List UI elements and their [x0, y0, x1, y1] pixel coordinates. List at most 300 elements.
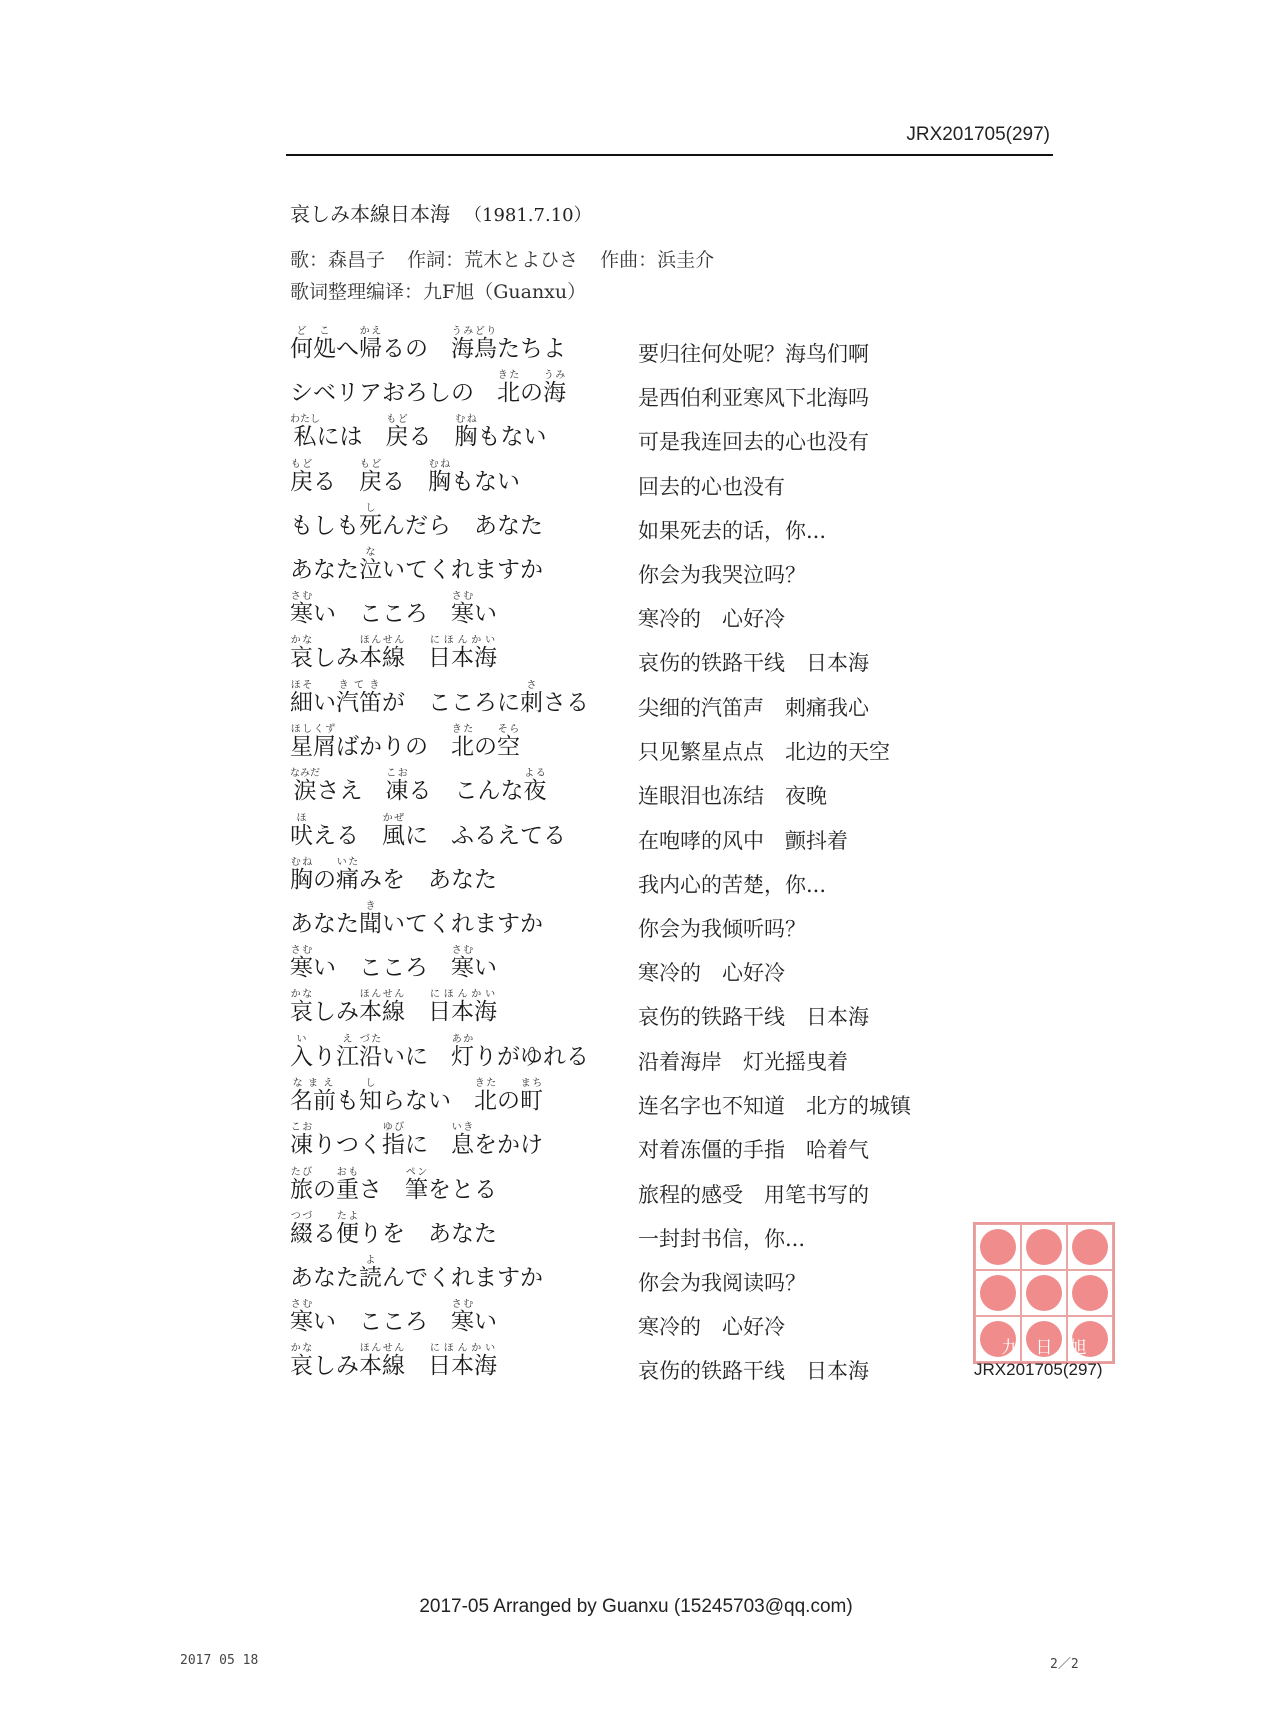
composer-label: 作曲：: [600, 249, 658, 271]
furigana: もど: [385, 414, 409, 426]
singer: 森昌子: [328, 249, 386, 271]
lyric-line: [290, 809, 990, 853]
japanese-lyric: [290, 1207, 497, 1246]
furigana: かな: [290, 989, 313, 1001]
chinese-translation: 哀伤的铁路干线 日本海: [638, 1359, 869, 1384]
singer-label: 歌：: [290, 249, 329, 271]
ruby-word: [520, 680, 543, 716]
furigana: ほんせん: [359, 635, 405, 647]
ruby-word: [290, 458, 313, 495]
kanji: 北: [497, 380, 520, 407]
kana-text: の: [474, 734, 497, 761]
chinese-translation: 只见繁星点点 北边的天空: [638, 740, 890, 765]
kanji: 日本海: [428, 645, 497, 672]
furigana: さ: [520, 680, 543, 691]
chinese-translation: 沿着海岸 灯光摇曳着: [638, 1050, 848, 1074]
furigana: こお: [385, 768, 409, 780]
kanji: 聞: [359, 910, 382, 937]
ruby-word: [359, 1078, 382, 1115]
japanese-lyric: [290, 1251, 543, 1290]
song-date: （1981.7.10）: [464, 205, 592, 226]
kanji: 風: [382, 822, 405, 849]
ruby-word: [290, 414, 320, 451]
furigana: な: [359, 546, 382, 558]
ruby-word: [359, 1254, 382, 1291]
footer-arranged: 2017-05 Arranged by Guanxu (15245703@qq.com): [419, 1596, 853, 1617]
ruby-word: [290, 812, 313, 849]
chinese-translation: 寒冷的 心好冷: [638, 961, 785, 986]
lyric-line: [290, 410, 990, 454]
furigana: わたし: [290, 414, 320, 426]
ruby-word: [359, 546, 382, 583]
kana-text: い: [313, 690, 336, 716]
kana-text: い: [474, 601, 497, 628]
page-date: 2017 05 18: [180, 1653, 259, 1668]
furigana: あか: [451, 1034, 474, 1045]
kanji: 本線: [359, 645, 405, 672]
page-number: 2／2: [1050, 1657, 1079, 1672]
lyric-line: [290, 1030, 990, 1074]
kanji: 筆: [405, 1176, 428, 1203]
furigana: さむ: [451, 1299, 474, 1311]
ruby-word: [385, 414, 409, 451]
kana-text: しみ: [313, 1353, 359, 1380]
kanji: 刺: [520, 690, 543, 716]
stanza-2: [290, 676, 990, 1030]
kana-text: をかけ: [474, 1132, 543, 1159]
furigana: づた: [359, 1034, 382, 1045]
ruby-word: [290, 1078, 336, 1115]
composer: 浜圭介: [657, 249, 715, 271]
ruby-word: [382, 1122, 405, 1159]
kanji: 死: [359, 512, 382, 539]
lyric-line: [290, 499, 990, 543]
japanese-lyric: [290, 455, 520, 494]
kanji: 吠: [290, 822, 313, 849]
furigana: ほそ: [290, 680, 313, 691]
kana-text: える: [313, 822, 382, 849]
ruby-word: [451, 326, 497, 362]
kanji: 哀: [290, 999, 313, 1026]
furigana: よ: [359, 1254, 382, 1266]
lyric-line: [290, 1339, 990, 1383]
chinese-translation: 你会为我倾听吗？: [638, 916, 806, 941]
japanese-lyric: [290, 1163, 497, 1202]
ruby-word: [451, 591, 474, 628]
kana-text: もない: [477, 424, 547, 451]
furigana: もど: [290, 458, 313, 470]
japanese-lyric: [290, 941, 497, 980]
kanji: 星屑: [290, 734, 336, 761]
ruby-word: [290, 326, 336, 362]
lyricist-label: 作詞：: [407, 249, 465, 271]
arranger: 九F旭（Guanxu）: [423, 281, 587, 303]
furigana: き: [359, 900, 382, 912]
furigana: さむ: [290, 945, 313, 957]
kanji: 寒: [451, 601, 474, 628]
document-code: JRX201705(297): [906, 124, 1050, 145]
furigana: さむ: [451, 591, 474, 603]
kanji: 寒: [451, 1309, 474, 1336]
lyric-line: [290, 322, 990, 366]
kanji: 旅: [290, 1176, 313, 1203]
kana-text: あなた: [290, 910, 359, 937]
furigana: ほしくず: [290, 724, 336, 736]
kanji: 息: [451, 1132, 474, 1159]
ruby-word: [336, 856, 359, 893]
lyric-line: [290, 543, 990, 587]
kana-text: る こんな: [408, 778, 524, 805]
japanese-lyric: [290, 631, 497, 670]
kana-text: い こころ: [313, 955, 451, 982]
kana-text: をとる: [428, 1176, 497, 1203]
japanese-lyric: [290, 322, 566, 361]
ruby-word: [451, 1299, 474, 1336]
lyric-line: [290, 853, 990, 897]
furigana: かぜ: [382, 812, 405, 824]
kana-text: りがゆれる: [474, 1044, 589, 1070]
kanji: 本線: [359, 1353, 405, 1380]
ruby-word: [359, 1034, 382, 1070]
furigana: さむ: [290, 1299, 313, 1311]
japanese-lyric: [290, 676, 589, 715]
furigana: もど: [359, 458, 382, 470]
furigana: さむ: [451, 945, 474, 957]
kana-text: あなた: [290, 556, 359, 583]
chinese-translation: 是西伯利亚寒风下北海吗: [638, 386, 869, 411]
ruby-word: [290, 856, 313, 893]
furigana: きた: [497, 370, 520, 382]
kanji: 胸: [428, 468, 451, 495]
furigana: なみだ: [290, 768, 320, 780]
furigana: い: [290, 1034, 313, 1045]
lyric-line: [290, 1163, 990, 1207]
kanji: 帰: [359, 336, 382, 362]
kanji: 汽笛: [336, 690, 382, 716]
furigana: なまえ: [290, 1078, 336, 1090]
japanese-lyric: [290, 1074, 543, 1113]
furigana: まち: [520, 1078, 543, 1090]
kana-text: る: [313, 468, 359, 495]
kana-text: に ふるえてる: [405, 822, 566, 849]
kanji: 泣: [359, 556, 382, 583]
stanza-1: [290, 322, 990, 676]
lyric-line: [290, 764, 990, 808]
kanji: 寒: [290, 955, 313, 982]
furigana: うみ: [543, 370, 566, 382]
ruby-word: [497, 370, 520, 407]
chinese-translation: 寒冷的 心好冷: [638, 607, 785, 632]
lyric-line: [290, 1207, 990, 1251]
japanese-lyric: [290, 1030, 589, 1069]
kanji: 痛: [336, 866, 359, 893]
furigana: こお: [290, 1122, 313, 1134]
kana-text: んだら あなた: [382, 512, 543, 539]
furigana: ゆび: [382, 1122, 405, 1134]
kana-text: シベリアおろしの: [290, 380, 497, 407]
lyric-line: [290, 366, 990, 410]
lyric-line: [290, 941, 990, 985]
credits-line-2: [290, 276, 714, 308]
kana-text: い: [474, 1309, 497, 1336]
furigana: きた: [474, 1078, 497, 1090]
furigana: にほんかい: [428, 635, 497, 647]
song-credits: [290, 244, 714, 308]
chinese-translation: 在咆哮的风中 颤抖着: [638, 828, 848, 853]
kanji: 細: [290, 690, 313, 716]
ruby-word: [290, 724, 336, 761]
kana-text: い こころ: [313, 1309, 451, 1336]
chinese-translation: 要归往何处呢？海鸟们啊: [638, 342, 869, 366]
ruby-word: [543, 370, 566, 407]
chinese-translation: 可是我连回去的心也没有: [638, 430, 869, 455]
kanji: 哀: [290, 645, 313, 672]
ruby-word: [290, 1122, 313, 1159]
lyric-line: [290, 455, 990, 499]
ruby-word: [428, 1343, 497, 1380]
japanese-lyric: [290, 1339, 497, 1378]
kana-text: さる: [543, 690, 589, 716]
kana-text: もしも: [290, 512, 359, 539]
lyric-line: [290, 676, 990, 720]
kana-text: には: [316, 424, 386, 451]
kanji: 便: [336, 1220, 359, 1247]
kanji: 日本海: [428, 1353, 497, 1380]
song-title-line: [290, 198, 592, 227]
kanji: 寒: [290, 1309, 313, 1336]
kanji: 胸: [454, 424, 478, 451]
ruby-word: [520, 1078, 543, 1115]
ruby-word: [290, 768, 320, 805]
furigana: え: [336, 1034, 359, 1045]
furigana: きた: [451, 724, 474, 736]
ruby-word: [428, 989, 497, 1026]
header-rule: [286, 154, 1053, 156]
kanji: 私: [290, 424, 320, 451]
ruby-word: [290, 591, 313, 628]
kana-text: いに: [382, 1044, 451, 1070]
furigana: うみどり: [451, 326, 497, 337]
chinese-translation: 如果死去的话，你...: [638, 518, 827, 543]
kana-text: が こころに: [382, 690, 520, 716]
kanji: 読: [359, 1264, 382, 1291]
japanese-lyric: [290, 985, 497, 1024]
furigana: ペン: [405, 1166, 428, 1178]
furigana: さむ: [290, 591, 313, 603]
ruby-word: [474, 1078, 497, 1115]
kana-text: あなた: [290, 1264, 359, 1291]
japanese-lyric: [290, 499, 543, 538]
kana-text: る: [382, 468, 428, 495]
kana-text: いてくれますか: [382, 910, 543, 937]
kanji: 知: [359, 1088, 382, 1115]
ruby-word: [336, 1166, 359, 1203]
ruby-word: [497, 724, 520, 761]
ruby-word: [290, 1210, 313, 1247]
kanji: 寒: [290, 601, 313, 628]
kana-text: る: [313, 1220, 336, 1247]
ruby-word: [359, 502, 382, 539]
stanza-3: [290, 1030, 990, 1384]
ruby-word: [290, 945, 313, 982]
seal-stamp: [973, 1222, 1115, 1364]
chinese-translation: 寒冷的 心好冷: [638, 1315, 785, 1340]
furigana: ほんせん: [359, 1343, 405, 1355]
furigana: むね: [290, 856, 313, 868]
ruby-word: [290, 1166, 313, 1203]
ruby-word: [290, 989, 313, 1026]
lyricist: 荒木とよひさ: [464, 249, 579, 271]
kanji: 本線: [359, 999, 405, 1026]
furigana: どこ: [290, 326, 336, 337]
ruby-word: [428, 458, 451, 495]
japanese-lyric: [290, 720, 520, 759]
chinese-translation: 对着冻僵的手指 哈着气: [638, 1138, 869, 1163]
kana-text: らない: [382, 1088, 474, 1115]
furigana: ほ: [290, 812, 313, 824]
chinese-translation: 我内心的苦楚，你...: [638, 872, 827, 897]
japanese-lyric: [290, 809, 566, 848]
ruby-word: [359, 326, 382, 362]
ruby-word: [336, 1210, 359, 1247]
lyric-line: [290, 1074, 990, 1118]
chinese-translation: 连眼泪也冻结 夜晚: [638, 784, 827, 809]
kana-text: ばかりの: [336, 734, 451, 761]
ruby-word: [523, 768, 547, 805]
kana-text: るの: [382, 336, 451, 362]
furigana: ほんせん: [359, 989, 405, 1001]
kanji: 何処: [290, 336, 336, 362]
ruby-word: [382, 812, 405, 849]
japanese-lyric: [290, 366, 566, 405]
kanji: 哀: [290, 1353, 313, 1380]
lyric-line: [290, 720, 990, 764]
furigana: むね: [428, 458, 451, 470]
chinese-translation: 哀伤的铁路干线 日本海: [638, 651, 869, 676]
arranger-label: 歌词整理编译：: [290, 281, 424, 303]
kana-text: んでくれますか: [382, 1264, 543, 1291]
furigana: にほんかい: [428, 989, 497, 1001]
kana-text: さえ: [316, 778, 386, 805]
kana-text: に: [405, 1132, 451, 1159]
kana-text: い こころ: [313, 601, 451, 628]
kanji: 北: [451, 734, 474, 761]
credits-line-1: [290, 244, 714, 276]
furigana: いき: [451, 1122, 474, 1134]
chinese-translation: 尖细的汽笛声 刺痛我心: [638, 696, 869, 720]
furigana: つづ: [290, 1210, 313, 1222]
furigana: にほんかい: [428, 1343, 497, 1355]
kanji: 胸: [290, 866, 313, 893]
kana-text: いてくれますか: [382, 556, 543, 583]
kana-text: さ: [359, 1176, 405, 1203]
kana-text: る: [408, 424, 455, 451]
kanji: 名前: [290, 1088, 336, 1115]
lyric-line: [290, 631, 990, 675]
furigana: し: [359, 1078, 382, 1090]
furigana: かな: [290, 635, 313, 647]
ruby-word: [428, 635, 497, 672]
furigana: たび: [290, 1166, 313, 1178]
kanji: 指: [382, 1132, 405, 1159]
lyric-line: [290, 985, 990, 1029]
kanji: 戻: [385, 424, 409, 451]
kana-text: の: [520, 380, 543, 407]
lyric-line: [290, 587, 990, 631]
kanji: 戻: [359, 468, 382, 495]
ruby-word: [359, 1343, 405, 1380]
japanese-lyric: [290, 853, 497, 892]
lyric-line: [290, 1295, 990, 1339]
ruby-word: [454, 414, 478, 451]
furigana: かな: [290, 1343, 313, 1355]
japanese-lyric: [290, 1295, 497, 1334]
kana-text: へ: [336, 336, 359, 362]
kana-text: [405, 645, 428, 671]
kana-text: りを あなた: [359, 1220, 497, 1247]
chinese-translation: 连名字也不知道 北方的城镇: [638, 1094, 911, 1119]
kana-text: たちよ: [497, 336, 566, 362]
chinese-translation: 一封封书信，你...: [638, 1226, 806, 1251]
lyric-line: [290, 1118, 990, 1162]
ruby-word: [290, 680, 313, 716]
ruby-word: [359, 458, 382, 495]
kana-text: しみ: [313, 999, 359, 1026]
chinese-translation: 回去的心也没有: [638, 474, 785, 499]
ruby-word: [451, 1034, 474, 1070]
kana-text: も: [336, 1088, 359, 1115]
kanji: 寒: [451, 955, 474, 982]
kanji: 涙: [290, 778, 320, 805]
kanji: 凍: [290, 1132, 313, 1159]
chinese-translation: 你会为我哭泣吗？: [638, 562, 806, 587]
ruby-word: [290, 1343, 313, 1380]
ruby-word: [451, 1122, 474, 1159]
japanese-lyric: [290, 897, 543, 936]
ruby-word: [359, 989, 405, 1026]
lyric-line: [290, 897, 990, 941]
lyric-line: [290, 1251, 990, 1295]
seal-label: JRX201705(297): [974, 1360, 1103, 1379]
furigana: そら: [497, 724, 520, 736]
chinese-translation: 旅程的感受 用笔书写的: [638, 1182, 869, 1207]
japanese-lyric: [290, 543, 543, 582]
kana-text: [405, 999, 428, 1025]
furigana: きてき: [336, 680, 382, 691]
kanji: 戻: [290, 468, 313, 495]
ruby-word: [359, 635, 405, 672]
kanji: 灯: [451, 1044, 474, 1070]
song-title: 哀しみ本線日本海: [290, 202, 450, 226]
ruby-word: [451, 945, 474, 982]
furigana: むね: [454, 414, 478, 426]
kanji: 重: [336, 1176, 359, 1203]
kanji: 綴: [290, 1220, 313, 1247]
ruby-word: [359, 900, 382, 937]
kanji: 夜: [523, 778, 547, 805]
kana-text: [405, 1353, 428, 1379]
kanji: 凍: [385, 778, 409, 805]
ruby-word: [451, 724, 474, 761]
kanji: 海鳥: [451, 336, 497, 362]
kanji: 沿: [359, 1044, 382, 1070]
kana-text: り: [313, 1044, 336, 1070]
seal-text: 九 日 旭: [1001, 1338, 1087, 1358]
ruby-word: [336, 1034, 359, 1070]
ruby-word: [290, 1034, 313, 1070]
kanji: 町: [520, 1088, 543, 1115]
chinese-translation: 哀伤的铁路干线 日本海: [638, 1005, 869, 1030]
